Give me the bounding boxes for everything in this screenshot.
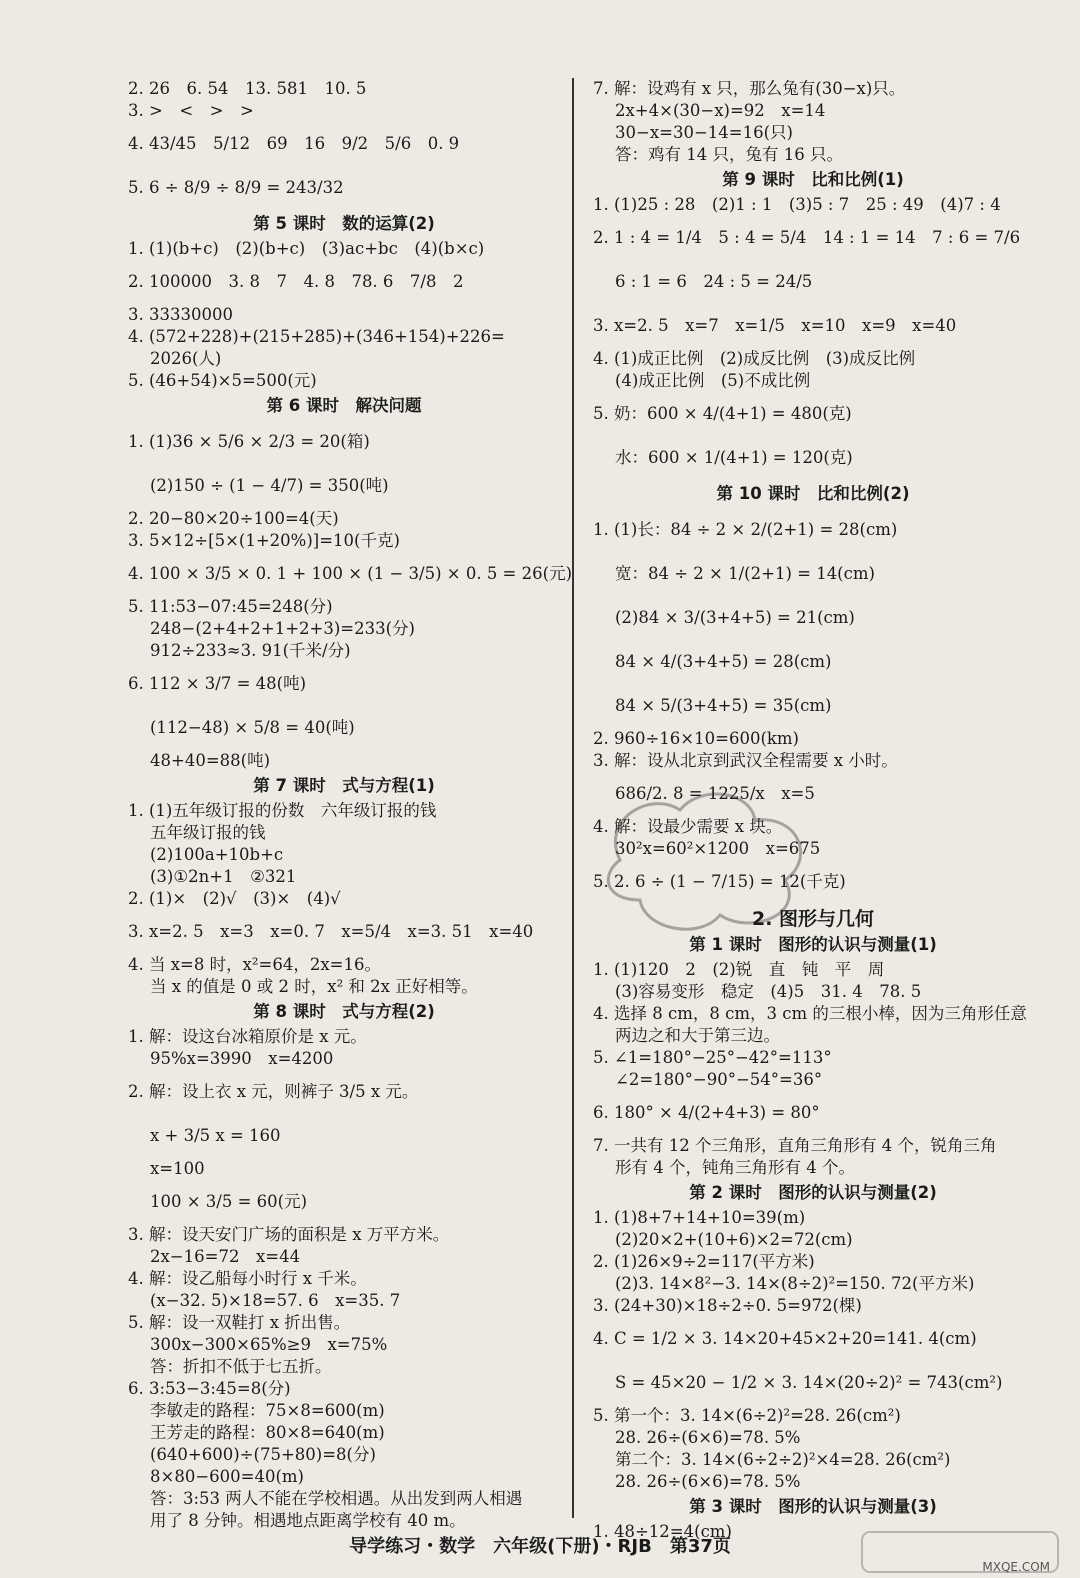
answer-line: 3. 解：设天安门广场的面积是 x 万平方米。 — [128, 1225, 450, 1244]
answer-line: 2. (1)26×9÷2=117(平方米) — [593, 1252, 815, 1271]
answer-line: 28. 26÷(6×6)=78. 5% — [615, 1428, 801, 1447]
answer-line: 48+40=88(吨) — [150, 751, 271, 770]
answer-line: 答：折扣不低于七五折。 — [150, 1357, 332, 1376]
answer-line: 2. (1)× (2)√ (3)× (4)√ — [128, 889, 341, 908]
answer-line: 6. 112 × 3/7 = 48(吨) — [128, 674, 307, 693]
answer-line: 2x+4×(30−x)=92 x=14 — [615, 101, 826, 120]
answer-line: 1. (1)五年级订报的份数 六年级订报的钱 — [128, 801, 437, 820]
section-heading: 第 8 课时 式与方程(2) — [253, 1002, 435, 1021]
answer-line: 3. > < > > — [128, 101, 254, 120]
answer-line: (3)①2n+1 ②321 — [150, 867, 297, 886]
stamp-icon — [590, 780, 820, 940]
answer-line: 2x−16=72 x=44 — [150, 1247, 301, 1266]
answer-line: 3. x=2. 5 x=3 x=0. 7 x=5/4 x=3. 51 x=40 — [128, 922, 534, 941]
answer-line: 2. 100000 3. 8 7 4. 8 78. 6 7/8 2 — [128, 272, 464, 291]
answer-line: 300x−300×65%≥9 x=75% — [150, 1335, 388, 1354]
answer-line: S = 45×20 − 1/2 × 3. 14×(20÷2)² = 743(cm²) — [615, 1373, 1003, 1392]
answer-line: 2. 1 : 4 = 1/4 5 : 4 = 5/4 14 : 1 = 14 7 : 6 = 7/6 — [593, 228, 1021, 247]
answer-line: 1. 48÷12=4(cm) — [593, 1522, 732, 1541]
answer-line: 30−x=30−14=16(只) — [615, 123, 793, 142]
answer-line: 686/2. 8 = 1225/x x=5 — [615, 784, 815, 803]
answer-line: 28. 26÷(6×6)=78. 5% — [615, 1472, 801, 1491]
answer-line: 5. ∠1=180°−25°−42°=113° — [593, 1048, 832, 1067]
answer-line: 第二个：3. 14×(6÷2÷2)²×4=28. 26(cm²) — [615, 1450, 951, 1469]
answer-line: 4. 选择 8 cm，8 cm，3 cm 的三根小棒，因为三角形任意 — [593, 1004, 1027, 1023]
answer-line: 2. 26 6. 54 13. 581 10. 5 — [128, 79, 367, 98]
answer-line: 两边之和大于第三边。 — [615, 1026, 780, 1045]
answer-line: 7. 一共有 12 个三角形，直角三角形有 4 个，锐角三角 — [593, 1136, 997, 1155]
answer-line: (2)84 × 3/(3+4+5) = 21(cm) — [615, 608, 855, 627]
answer-line: 2. 解：设上衣 x 元，则裤子 3/5 x 元。 — [128, 1082, 419, 1101]
answer-line: 答：3:53 两人不能在学校相遇。从出发到两人相遇 — [150, 1489, 523, 1508]
answer-line: 84 × 4/(3+4+5) = 28(cm) — [615, 652, 832, 671]
answer-line: 李敏走的路程：75×8=600(m) — [150, 1401, 385, 1420]
answer-line: 用了 8 分钟。相遇地点距离学校有 40 m。 — [150, 1511, 466, 1530]
answer-line: 4. 100 × 3/5 × 0. 1 + 100 × (1 − 3/5) × 0. 5 = 26(元) — [128, 564, 573, 583]
answer-line: 248−(2+4+2+1+2+3)=233(分) — [150, 619, 415, 638]
page-footer: 导学练习・数学 六年级(下册)・RJB 第37页 — [349, 1536, 731, 1557]
answer-line: (2)150 ÷ (1 − 4/7) = 350(吨) — [150, 476, 389, 495]
section-heading: 第 3 课时 图形的认识与测量(3) — [689, 1497, 937, 1516]
watermark-url: MXQE.COM — [982, 1560, 1050, 1574]
answer-line: 答：鸡有 14 只，兔有 16 只。 — [615, 145, 843, 164]
answer-line: 5. 奶：600 × 4/(4+1) = 480(克) — [593, 404, 852, 423]
answer-line: 5. (46+54)×5=500(元) — [128, 371, 317, 390]
column-divider — [572, 78, 574, 1518]
section-heading: 第 9 课时 比和比例(1) — [722, 170, 904, 189]
answer-line: (640+600)÷(75+80)=8(分) — [150, 1445, 376, 1464]
answer-line: 4. 当 x=8 时，x²=64，2x=16。 — [128, 955, 381, 974]
answer-line: 当 x 的值是 0 或 2 时，x² 和 2x 正好相等。 — [150, 977, 478, 996]
answer-line: 3. (24+30)×18÷2÷0. 5=972(棵) — [593, 1296, 862, 1315]
answer-line: (3)容易变形 稳定 (4)5 31. 4 78. 5 — [615, 982, 922, 1001]
answer-line: 95%x=3990 x=4200 — [150, 1049, 334, 1068]
answer-line: 水：600 × 1/(4+1) = 120(克) — [615, 448, 853, 467]
answer-line: 4. 43/45 5/12 69 16 9/2 5/6 0. 9 — [128, 134, 460, 153]
answer-line: 84 × 5/(3+4+5) = 35(cm) — [615, 696, 832, 715]
answer-line: 6. 180° × 4/(2+4+3) = 80° — [593, 1103, 820, 1122]
section-heading: 第 2 课时 图形的认识与测量(2) — [689, 1183, 937, 1202]
answer-line: 4. (572+228)+(215+285)+(346+154)+226= — [128, 327, 505, 346]
answer-line: 4. 解：设最少需要 x 块。 — [593, 817, 783, 836]
section-heading: 第 6 课时 解决问题 — [266, 396, 422, 415]
answer-line: 5. 解：设一双鞋打 x 折出售。 — [128, 1313, 351, 1332]
answer-line: 3. 5×12÷[5×(1+20%)]=10(千克) — [128, 531, 400, 550]
answer-line: 6 : 1 = 6 24 : 5 = 24/5 — [615, 272, 813, 291]
answer-line: 2. 20−80×20÷100=4(天) — [128, 509, 339, 528]
answer-line: 5. 2. 6 ÷ (1 − 7/15) = 12(千克) — [593, 872, 846, 891]
answer-line: 100 × 3/5 = 60(元) — [150, 1192, 308, 1211]
left-column — [128, 78, 573, 1530]
section-heading: 第 1 课时 图形的认识与测量(1) — [689, 935, 937, 954]
answer-line: 1. (1)25 : 28 (2)1 : 1 (3)5 : 7 25 : 49 (4)7 : 4 — [593, 195, 1001, 214]
answer-line: 7. 解：设鸡有 x 只，那么兔有(30−x)只。 — [593, 79, 906, 98]
answer-line: (2)3. 14×8²−3. 14×(8÷2)²=150. 72(平方米) — [615, 1274, 975, 1293]
answer-line: x + 3/5 x = 160 — [150, 1126, 281, 1145]
answer-line: 4. (1)成正比例 (2)成反比例 (3)成反比例 — [593, 349, 916, 368]
answer-line: (112−48) × 5/8 = 40(吨) — [150, 718, 355, 737]
answer-line: 2. 960÷16×10=600(km) — [593, 729, 799, 748]
section-heading: 第 7 课时 式与方程(1) — [253, 776, 435, 795]
answer-line: (x−32. 5)×18=57. 6 x=35. 7 — [150, 1291, 401, 1310]
answer-line: 1. (1)120 2 (2)锐 直 钝 平 周 — [593, 960, 885, 979]
answer-line: 1. (1)长：84 ÷ 2 × 2/(2+1) = 28(cm) — [593, 520, 898, 539]
answer-line: (2)100a+10b+c — [150, 845, 284, 864]
answer-line: 5. 6 ÷ 8/9 ÷ 8/9 = 243/32 — [128, 178, 344, 197]
answer-line: 912÷233≈3. 91(千米/分) — [150, 641, 351, 660]
answer-line: 3. x=2. 5 x=7 x=1/5 x=10 x=9 x=40 — [593, 316, 957, 335]
answer-line: 1. (1)36 × 5/6 × 2/3 = 20(箱) — [128, 432, 370, 451]
answer-line: 王芳走的路程：80×8=640(m) — [150, 1423, 385, 1442]
answer-line: ∠2=180°−90°−54°=36° — [615, 1070, 823, 1089]
answer-line: 8×80−600=40(m) — [150, 1467, 304, 1486]
answer-line: 1. (1)(b+c) (2)(b+c) (3)ac+bc (4)(b×c) — [128, 239, 485, 258]
section-heading: 第 5 课时 数的运算(2) — [253, 214, 435, 233]
answer-line: 5. 11:53−07:45=248(分) — [128, 597, 333, 616]
answer-line: 30²x=60²×1200 x=675 — [615, 839, 821, 858]
answer-line: 形有 4 个，钝角三角形有 4 个。 — [615, 1158, 855, 1177]
answer-line: 2026(人) — [150, 349, 222, 368]
answer-line: 4. 解：设乙船每小时行 x 千米。 — [128, 1269, 367, 1288]
answer-line: 1. 解：设这台冰箱原价是 x 元。 — [128, 1027, 367, 1046]
answer-line: 5. 第一个：3. 14×(6÷2)²=28. 26(cm²) — [593, 1406, 901, 1425]
section-heading: 第 10 课时 比和比例(2) — [716, 484, 910, 503]
answer-line: 宽：84 ÷ 2 × 1/(2+1) = 14(cm) — [615, 564, 875, 583]
answer-line: x=100 — [150, 1159, 205, 1178]
answer-line: 3. 解：设从北京到武汉全程需要 x 小时。 — [593, 751, 898, 770]
answer-line: 3. 33330000 — [128, 305, 233, 324]
answer-line: 6. 3:53−3:45=8(分) — [128, 1379, 291, 1398]
answer-line: 1. (1)8+7+14+10=39(m) — [593, 1208, 806, 1227]
answer-line: 4. C = 1/2 × 3. 14×20+45×2+20=141. 4(cm) — [593, 1329, 977, 1348]
section-heading: 2. 图形与几何 — [751, 908, 875, 930]
answer-line: 五年级订报的钱 — [150, 823, 266, 842]
answer-line: (2)20×2+(10+6)×2=72(cm) — [615, 1230, 853, 1249]
answer-line: (4)成正比例 (5)不成比例 — [615, 371, 811, 390]
